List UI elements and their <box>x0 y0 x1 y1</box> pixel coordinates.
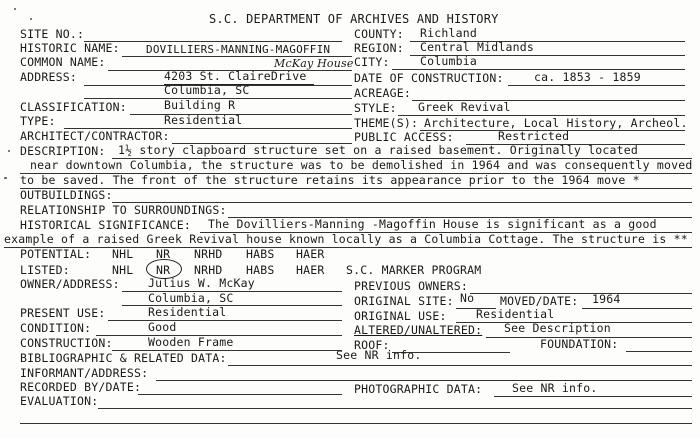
listed-label: LISTED: <box>20 263 70 277</box>
bibliographic-line <box>228 365 692 366</box>
evaluation-line <box>98 408 692 409</box>
listed-nr: NR <box>156 263 171 277</box>
listed-nrhd: NRHD <box>194 263 223 277</box>
historic-name-label: HISTORIC NAME: <box>20 41 120 55</box>
themes-label: THEME(S): <box>354 116 419 130</box>
original-use-value: Residential <box>476 307 555 321</box>
moved-date-value: 1964 <box>592 292 621 306</box>
public-access-label: PUBLIC ACCESS: <box>354 130 454 144</box>
potential-nr: NR <box>156 247 171 261</box>
original-site-value: No <box>460 291 475 305</box>
classification-label: CLASSIFICATION: <box>20 100 127 114</box>
common-name-value: McKay House <box>274 57 354 70</box>
present-use-label: PRESENT USE: <box>20 306 106 320</box>
date-of-construction-label: DATE OF CONSTRUCTION: <box>354 71 504 85</box>
construction-value: Wooden Frame <box>148 335 234 349</box>
evaluation-label: EVALUATION: <box>20 394 99 408</box>
original-site-label: ORIGINAL SITE: <box>354 294 454 308</box>
evaluation-line-2 <box>20 423 692 424</box>
significance-line-2: example of a raised Greek Revival house known locally as a Columbia Cottage. The structure is ** <box>4 232 688 246</box>
informant-label: INFORMANT/ADDRESS: <box>20 366 149 380</box>
description-rule-3 <box>20 188 692 189</box>
city-label: CITY: <box>354 55 390 69</box>
original-use-label: ORIGINAL USE: <box>354 309 447 323</box>
bibliographic-value: See NR info. <box>336 348 422 362</box>
description-label: DESCRIPTION: <box>20 144 106 158</box>
description-line-3: to be saved. The front of the structure retains its appearance prior to the 1964 move * <box>20 173 640 187</box>
region-value: Central Midlands <box>420 40 534 54</box>
description-line-2: near downtown Columbia, the structure was to be demolished in 1964 and was consequently moved <box>30 158 693 172</box>
photographic-value: See NR info. <box>512 381 598 395</box>
photographic-line <box>494 396 692 397</box>
potential-habs: HABS <box>246 247 275 261</box>
potential-nhl: NHL <box>112 247 134 261</box>
potential-label: POTENTIAL: <box>20 247 92 261</box>
owner-line-1: Julius W. McKay <box>148 276 255 290</box>
description-line-1: 1½ story clapboard structure set on a raised basement. Originally located <box>118 143 639 157</box>
listed-nhl: NHL <box>112 263 134 277</box>
themes-value: Architecture, Local History, Archeol. <box>424 116 688 130</box>
bibliographic-label: BIBLIOGRAPHIC & RELATED DATA: <box>20 351 227 365</box>
common-name-label: COMMON NAME: <box>20 55 106 69</box>
recorded-label: RECORDED BY/DATE: <box>20 380 142 394</box>
historic-name-value: DOVILLIERS-MANNING-MAGOFFIN <box>146 43 331 56</box>
marker-program-label: S.C. MARKER PROGRAM <box>346 263 482 277</box>
listed-haer: HAER <box>296 263 325 277</box>
moved-date-line <box>582 308 692 309</box>
address-value-1: 4203 St. ClaireDrive <box>164 69 307 83</box>
owner-label: OWNER/ADDRESS: <box>20 277 120 291</box>
speck <box>4 177 7 179</box>
significance-rule-2 <box>4 247 692 248</box>
altered-label: ALTERED/UNALTERED: <box>354 323 483 337</box>
previous-owners-label: PREVIOUS OWNERS: <box>354 279 468 293</box>
county-value: Richland <box>420 26 477 40</box>
present-use-line <box>108 320 342 321</box>
potential-haer: HAER <box>296 247 325 261</box>
recorded-line <box>138 394 342 395</box>
listed-habs: HABS <box>246 263 275 277</box>
condition-value: Good <box>148 320 177 334</box>
construction-label: CONSTRUCTION: <box>20 336 113 350</box>
potential-nrhd: NRHD <box>194 247 223 261</box>
speck <box>30 18 32 20</box>
relationship-label: RELATIONSHIP TO SURROUNDINGS: <box>20 203 227 217</box>
county-label: COUNTY: <box>354 27 404 41</box>
site-no-line <box>84 41 342 42</box>
document-title: S.C. DEPARTMENT OF ARCHIVES AND HISTORY <box>209 12 499 26</box>
altered-value: See Description <box>504 321 611 335</box>
address-label: ADDRESS: <box>20 70 77 84</box>
acreage-label: ACREAGE: <box>354 86 411 100</box>
classification-value: Building R <box>164 98 236 112</box>
present-use-value: Residential <box>148 305 227 319</box>
type-label: TYPE: <box>20 114 56 128</box>
public-access-value: Restricted <box>498 129 570 143</box>
speck <box>8 150 10 152</box>
owner-line-2: Columbia, SC <box>148 291 234 305</box>
significance-label: HISTORICAL SIGNIFICANCE: <box>20 218 191 232</box>
condition-label: CONDITION: <box>20 321 92 335</box>
style-label: STYLE: <box>354 101 397 115</box>
city-value: Columbia <box>420 54 477 68</box>
address-value-2: Columbia, SC <box>164 83 250 97</box>
architect-label: ARCHITECT/CONTRACTOR: <box>20 129 170 143</box>
date-line <box>508 85 685 86</box>
speck <box>14 8 16 10</box>
significance-line-1: The Dovilliers-Manning -Magoffin House is significant as a good <box>208 217 657 231</box>
region-label: REGION: <box>354 41 404 55</box>
type-value: Residential <box>164 113 243 127</box>
foundation-line <box>626 351 692 352</box>
photographic-label: PHOTOGRAPHIC DATA: <box>354 382 483 396</box>
site-no-label: SITE NO.: <box>20 27 85 41</box>
moved-date-label: MOVED/DATE: <box>500 294 579 308</box>
style-value: Greek Revival <box>418 100 511 114</box>
informant-line <box>156 380 692 381</box>
date-of-construction-value: ca. 1853 - 1859 <box>534 70 641 84</box>
foundation-label: FOUNDATION: <box>540 337 619 351</box>
outbuildings-label: OUTBUILDINGS: <box>20 188 113 202</box>
roof-label: ROOF: <box>354 338 390 352</box>
